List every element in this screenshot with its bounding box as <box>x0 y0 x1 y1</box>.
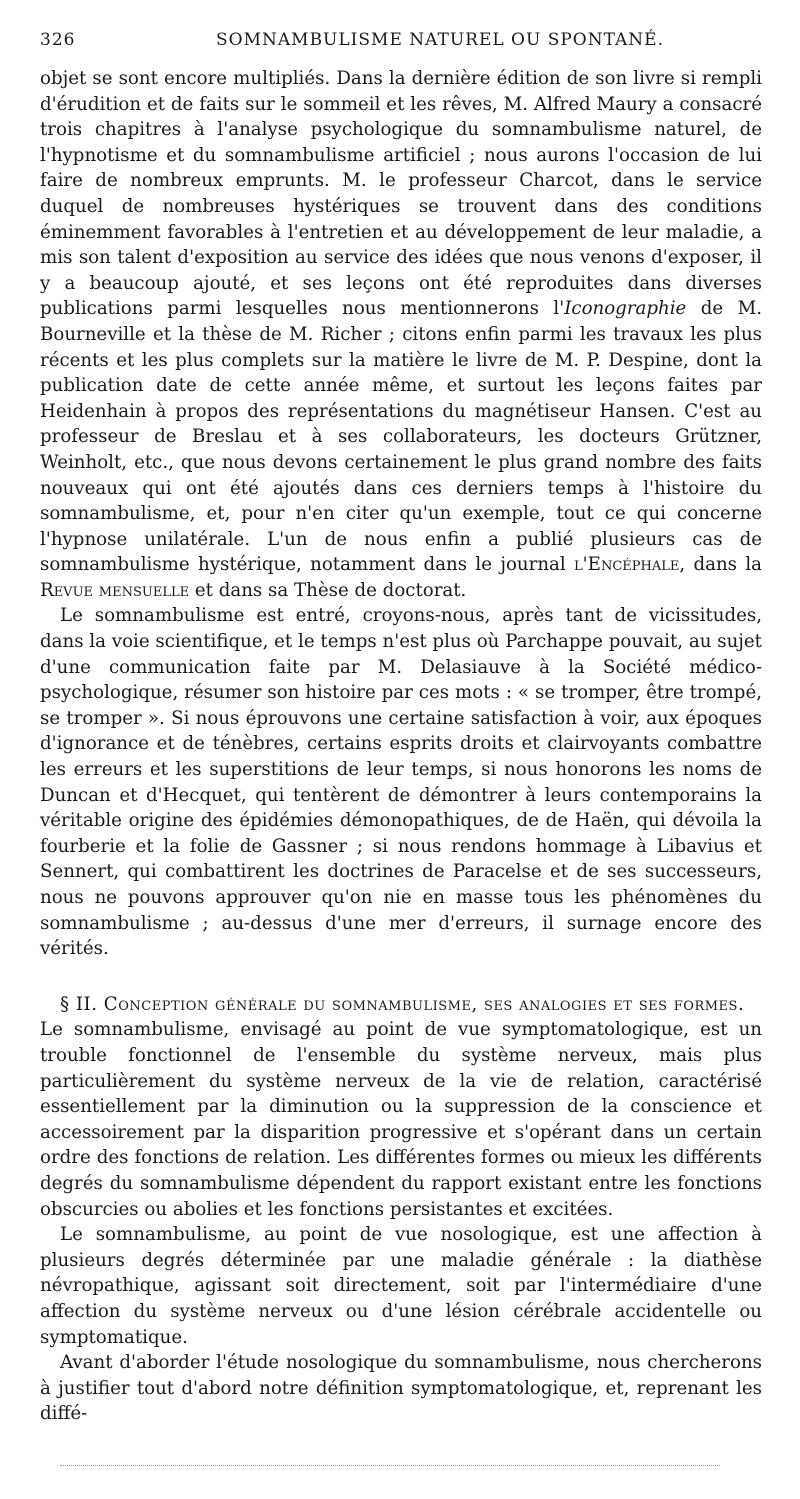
paragraph-1-part-1: objet se sont encore multipliés. Dans la dernière édition de son livre si rempli d'érudition et de faits sur le sommeil et les rêves, M. Alfred Maury a consacré trois chapitres à l'analyse psychologique du somnambulisme naturel, de l'hypnotisme et du somnambulisme artificiel ; nous aurons l'occasion de lui faire de nombreux emprunts. M. le professeur Charcot, dans le service duquel de nombreuses hystériques se trouvent dans des conditions éminemment favorables à l'entretien et au développement de leur maladie, a mis son talent d'exposition au service des idées que nous venons d'exposer, il y a beaucoup ajouté, et ses leçons ont été reproduites dans diverses publications parmi lesquelles nous mentionnerons l' <box>40 68 762 320</box>
paragraph-2: Le somnambulisme est entré, croyons-nous, après tant de vicissitudes, dans la voie scientifique, et le temps n'est plus où Parchappe pouvait, au sujet d'une communication faite par M. Delasiauve à la Société médico-psychologique, résumer son histoire par ces mots : « se tromper, être trompé, se tromper ». Si nous éprouvons une certaine satisfaction à voir, aux époques d'ignorance et de ténèbres, certains esprits droits et clairvoyants combattre les erreurs et les superstitions de leur temps, si nous honorons les noms de Duncan et d'Hecquet, qui tentèrent de démontrer à leurs contemporains la véritable origine des épidémies démonopathiques, de de Haën, qui dévoila la fourberie et la folie de Gassner ; si nous rendons hommage à Libavius et Sennert, qui combattirent les doctrines de Paracelse et de ses successeurs, nous ne pouvons approuver qu'on nie en masse tous les phénomènes du somnambulisme ; au-dessus d'une mer d'erreurs, il surnage encore des vérités. <box>40 605 762 960</box>
journal-revue-mensuelle: Revue mensuelle <box>40 579 190 601</box>
section-paragraph-2: Le somnambulisme, au point de vue nosologique, est une affection à plusieurs degrés déterminée par une maladie générale : la diathèse névropathique, agissant soit directement, soit par l'intermédiaire d'une affection du système nerveux ou d'une lésion cérébrale accidentelle ou symptomatique. <box>40 1224 762 1348</box>
page-number: 326 <box>40 30 76 50</box>
section-2 <box>40 992 762 1427</box>
section-heading: § II. Conception générale du somnambulisme, ses analogies et ses formes. <box>60 993 745 1015</box>
iconographie-title: Iconographie <box>564 298 687 320</box>
section-paragraph-3: Avant d'aborder l'étude nosologique du somnambulisme, nous chercherons à justifier tout d'abord notre définition symptomatologique, et, reprenant les diffé- <box>40 1352 762 1425</box>
section-paragraph-1: Le somnambulisme, envisagé au point de vue symptomatologique, est un trouble fonctionnel de l'ensemble du système nerveux, mais plus particulièrement du système nerveux de la vie de relation, caractérisé essentiellement par la diminution ou la suppression de la conscience et accessoirement par la disparition progressive et s'opérant dans un certain ordre des fonctions de relation. Les différentes formes ou mieux les différents degrés du somnambulisme dépendent du rapport existant entre les fonctions obscurcies ou abolies et les fonctions persistantes et excitées. <box>40 1019 762 1220</box>
journal-encephale: l'Encéphale <box>574 554 680 576</box>
body-text <box>40 66 762 1427</box>
paragraph-1 <box>40 66 762 603</box>
paragraph-1-part-2: de M. Bourneville et la thèse de M. Richer ; citons enfin parmi les travaux les plus récents et les plus complets sur la matière le livre de M. P. Despine, dont la publication date de cette année même, et surtout les leçons faites par Heidenhain à propos des représentations du magnétiseur Hansen. C'est au professeur de Breslau et à ses collaborateurs, les docteurs Grützner, Weinholt, etc., que nous devons certainement le plus grand nombre des faits nouveaux qui ont été ajoutés dans ces derniers temps à l'histoire du somnambulisme, et, pour n'en citer qu'un exemple, tout ce qui concerne l'hypnose unilatérale. L'un de nous enfin a publié plusieurs cas de somnambulisme hystérique, notamment dans le journal <box>40 298 763 576</box>
paragraph-1-part-4: et dans sa Thèse de doctorat. <box>189 579 467 601</box>
paragraph-1-part-3: , dans la <box>679 554 762 576</box>
page-header <box>40 30 760 58</box>
running-title: SOMNAMBULISME NATUREL OU SPONTANÉ. <box>216 30 664 50</box>
footer-rule <box>60 1465 720 1466</box>
